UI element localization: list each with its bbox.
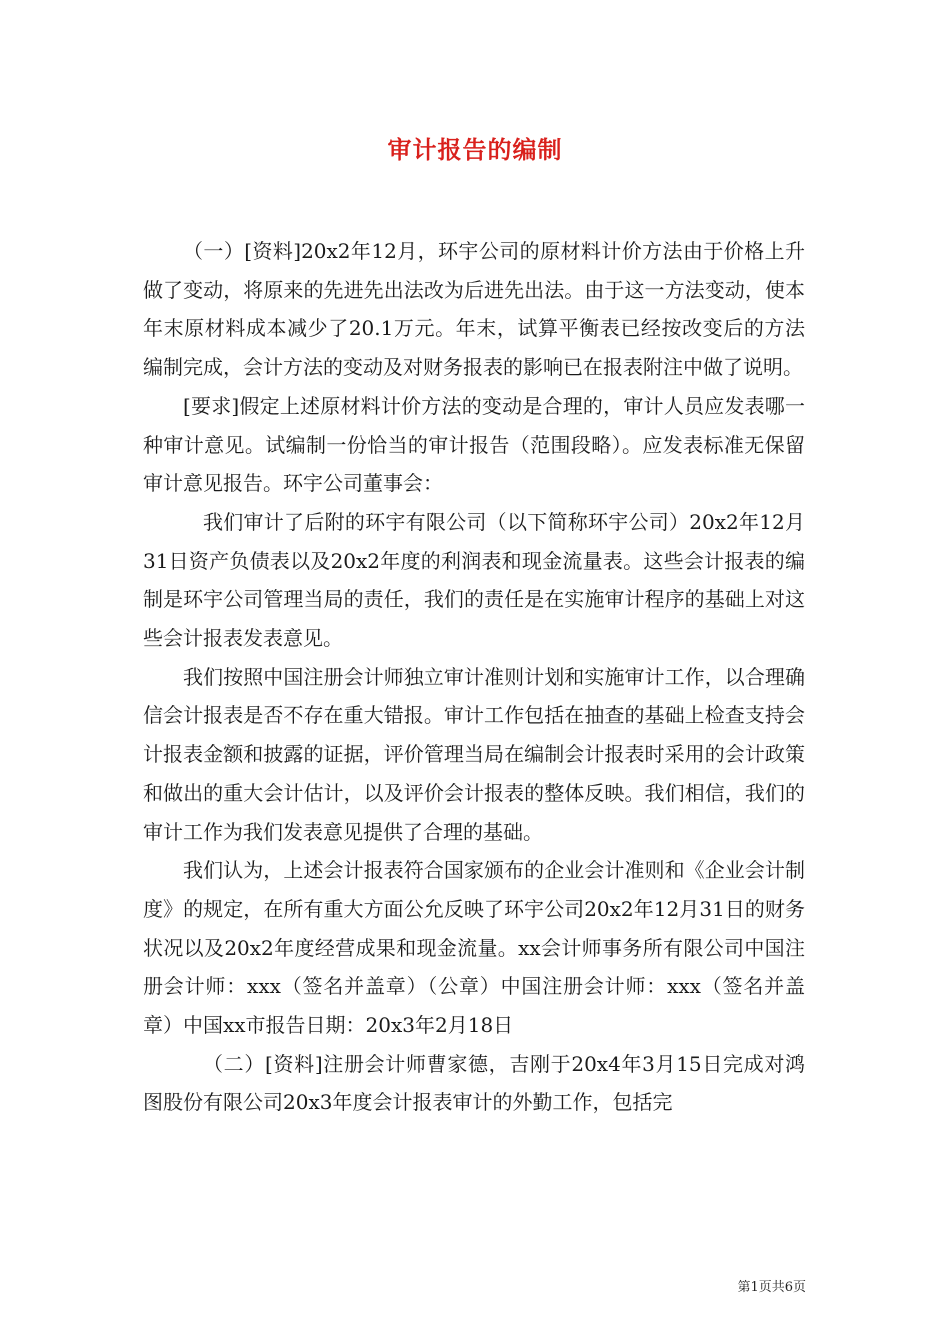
page-number: 第1页共6页 [737, 1280, 806, 1295]
paragraph-5: 我们认为，上述会计报表符合国家颁布的企业会计准则和《企业会计制度》的规定，在所有重大方面公允反映了环宇公司20x2年12月31日的财务状况以及20x2年度经营成果和现金流量。xx会计师事务所有限公司中国注册会计师：xxx（签名并盖章）（公章）中国注册会计师：xxx（签名并盖章）中国xx市报告日期：20x3年2月18日 [143, 858, 805, 1038]
document-title: 审计报告的编制 [387, 135, 563, 164]
paragraph-3: 我们审计了后附的环宇有限公司（以下简称环宇公司）20x2年12月31日资产负债表以及20x2年度的利润表和现金流量表。这些会计报表的编制是环宇公司管理当局的责任，我们的责任是在实施审计程序的基础上对这些会计报表发表意见。 [143, 509, 805, 651]
document-body [143, 232, 805, 1122]
paragraph-6: （二）[资料]注册会计师曹家德，吉刚于20x4年3月15日完成对鸿图股份有限公司20x3年度会计报表审计的外勤工作，包括完 [143, 1051, 805, 1115]
paragraph-4: 我们按照中国注册会计师独立审计准则计划和实施审计工作，以合理确信会计报表是否不存在重大错报。审计工作包括在抽查的基础上检查支持会计报表金额和披露的证据，评价管理当局在编制会计报表时采用的会计政策和做出的重大会计估计，以及评价会计报表的整体反映。我们相信，我们的审计工作为我们发表意见提供了合理的基础。 [143, 664, 805, 844]
paragraph-1: （一）[资料]20x2年12月，环宇公司的原材料计价方法由于价格上升做了变动，将原来的先进先出法改为后进先出法。由于这一方法变动，使本年末原材料成本减少了20.1万元。年末，试算平衡表已经按改变后的方法编制完成，会计方法的变动及对财务报表的影响已在报表附注中做了说明。 [143, 239, 805, 380]
paragraph-2: [要求]假定上述原材料计价方法的变动是合理的，审计人员应发表哪一种审计意见。试编制一份恰当的审计报告（范围段略）。应发表标准无保留审计意见报告。环宇公司董事会： [143, 393, 805, 496]
